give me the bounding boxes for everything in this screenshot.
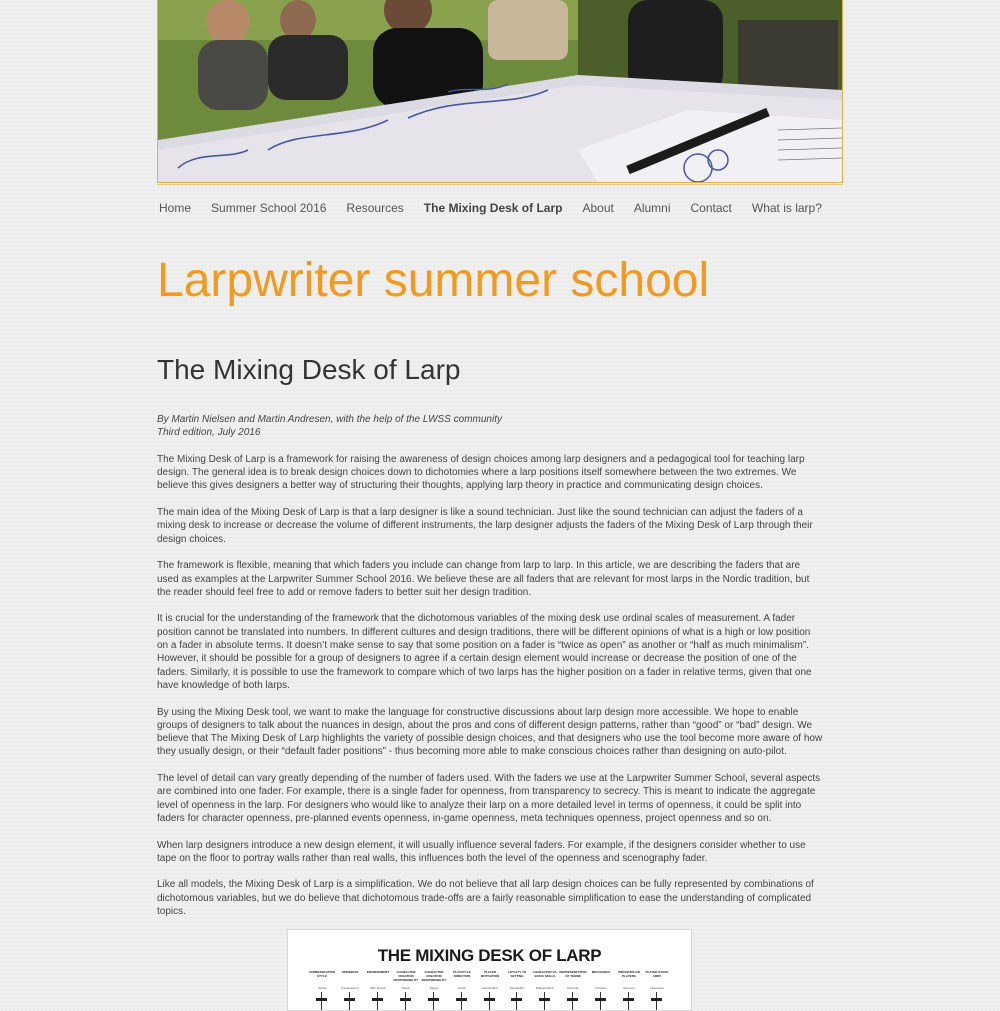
paragraph-6: The level of detail can vary greatly depending of the number of faders used. With the faders we use at the Larpwriter Summer School, several aspects are combined into one fader. For example, there is a single fader for openness, from transparency to secrecy. This is meant to indicate the aggregate level of openness in the larp. For designers who would like to analyze their larp on a more detailed level in terms of openness, it could be split into faders for character openness, pre-planned events openness, in-game openness, meta techniques openness, project openness and so on. (157, 773, 821, 824)
header-photo-graphic (158, 0, 842, 182)
poster-fader-sublabel: Diversity (567, 986, 579, 990)
poster-fader-sublabel: Hesitance (650, 986, 664, 990)
mixing-desk-poster-image[interactable] (287, 929, 692, 1011)
poster-faders (308, 970, 671, 1010)
poster-fader (392, 992, 420, 1011)
nav-item-contact[interactable]: Contact (690, 201, 732, 215)
nav-item-resources[interactable]: Resources (346, 201, 404, 215)
poster-fader-label: OPENNESS (341, 970, 359, 974)
nav-item-home[interactable]: Home (159, 201, 192, 215)
poster-fader (476, 992, 504, 1011)
paragraph-5: By using the Mixing Desk tool, we want to make the language for constructive discussions about larp design more accessible. We hope to enable groups of designers to talk about the nuances in design, about the pros and cons of different design patterns, rather than “good” or “bad” design. We believe that The Mixing Desk of Larp highlights the variety of possible design choices, and that designers who use the tool become more aware of how they usually design, or their “default fader positions” - thus becoming more able to make conscious choices rather than designing on auto-pilot. (157, 706, 823, 758)
poster-fader-sublabel: Transparency (340, 986, 360, 990)
paragraph-8: Like all models, the Mixing Desk of Larp is a simplification. We do not believe that all larp design choices can be fully represented by combinations of dichotomous variables, but we do believe that dichotomous trade-offs are a fairly reasonable simplification to ease the understanding of complicated topics. (157, 879, 814, 917)
byline-authors: By Martin Nielsen and Martin Andresen, with the help of the LWSS community (157, 414, 502, 425)
article-body (157, 413, 823, 932)
poster-fader-column (587, 970, 615, 1011)
paragraph-4: It is crucial for the understanding of the framework that the dichotomous variables of the mixing desk use ordinal scales of measurement. A fader position cannot be translated into numbers. In different cultures and design traditions, there will be different opinions of what is a high or low position on a fader in absolute terms. It doesn’t make sense to say that some position on a fader is “twice as open” as another or “half as much minimalism”. However, it should be possible for a group of designers to agree if a certain design element would increase or decrease the position of one of the faders. Similarly, it is possible to use the framework to compare which of two larps has the higher position on a fader in relative terms, given that one have knowledge of both larps. (157, 613, 812, 691)
poster-fader-label: PLAYER STAGE ARMY (645, 970, 669, 978)
poster-fader-track (489, 992, 490, 1011)
poster-fader-track (433, 992, 434, 1011)
poster-fader-track (349, 992, 350, 1011)
poster-fader-sublabel: Player (429, 986, 439, 990)
poster-fader-column (476, 970, 504, 1011)
poster-fader-track (321, 992, 322, 1011)
paragraph-2: The main idea of the Mixing Desk of Larp is that a larp designer is like a sound technician. Just like the sound technician can adjust the faders of a mixing desk to increase or decrease the volume of different instruments, the larp designer adjusts the faders of the Mixing Desk of Larp through their design choices. (157, 507, 813, 545)
poster-fader-label: CHARACTER CREATION RESPONSIBILITY (421, 970, 447, 982)
poster-fader (503, 992, 531, 1011)
nav-item-summer-school-2016[interactable]: Summer School 2016 (211, 201, 327, 215)
poster-fader-column (531, 970, 559, 1011)
poster-fader-track (572, 992, 573, 1011)
poster-fader-column (364, 970, 392, 1011)
poster-fader-label: CHARACTER VS. BASIC SKILLS (532, 970, 558, 978)
poster-fader (448, 992, 476, 1011)
paragraph-1: The Mixing Desk of Larp is a framework for raising the awareness of design choices among larp designers and a pedagogical tool for teaching larp design. The general idea is to break design choices down to dichotomies where a larp positions itself somewhere between the two extremes. We believe this gives designers a better way of structuring their thoughts, applying larp theory in practice and communicating design choices. (157, 453, 805, 492)
poster-fader-label: PRESSURE ON PLAYERS (618, 970, 640, 978)
poster-fader-label: PLAYER MOTIVATION (480, 970, 500, 978)
poster-fader-sublabel: Inclusive (595, 986, 607, 990)
poster-fader (364, 992, 392, 1011)
poster-fader-sublabel: Differentiation (535, 986, 555, 990)
poster-fader-column (615, 970, 643, 1011)
poster-fader-track (516, 992, 517, 1011)
poster-fader-track (656, 992, 657, 1011)
poster-fader-label: LOYALTY TO SETTING (507, 970, 527, 978)
poster-fader-label: ENVIRONMENT (366, 970, 390, 974)
poster-fader (587, 992, 615, 1011)
poster-fader-label: COMMUNICATION STYLE (309, 970, 335, 978)
poster-fader-sublabel: Player (401, 986, 411, 990)
poster-fader-track (600, 992, 601, 1011)
poster-fader (420, 992, 448, 1011)
poster-fader (615, 992, 643, 1011)
article-byline (157, 413, 823, 440)
poster-fader-column (643, 970, 671, 1011)
poster-fader-column (448, 970, 476, 1011)
nav-item-about[interactable]: About (582, 201, 614, 215)
poster-fader (559, 992, 587, 1011)
poster-fader (308, 992, 336, 1011)
poster-fader-track (628, 992, 629, 1011)
poster-title: THE MIXING DESK OF LARP (377, 946, 602, 965)
site-title[interactable]: Larpwriter summer school (157, 254, 710, 307)
header-divider (157, 184, 843, 185)
poster-fader-sublabel: Absence (623, 986, 635, 990)
poster-fader-label: MECHANICS (591, 970, 611, 974)
poster-fader-column (503, 970, 531, 1011)
poster-fader (643, 992, 671, 1011)
poster-fader-sublabel: Plausibility (509, 986, 525, 990)
poster-fader-track (377, 992, 378, 1011)
poster-fader-track (544, 992, 545, 1011)
poster-fader-sublabel: Active (457, 986, 467, 990)
byline-edition: Third edition, July 2016 (157, 427, 261, 439)
poster-fader-column (559, 970, 587, 1011)
page-title: The Mixing Desk of Larp (157, 354, 461, 385)
poster-fader-track (405, 992, 406, 1011)
poster-fader (336, 992, 364, 1011)
header-photo (157, 0, 843, 183)
poster-fader-label: CHARACTER CREATION RESPONSIBILITY (393, 970, 419, 982)
poster-fader-label: REPRESENTATION OF THEME (559, 970, 587, 978)
poster-fader-column (392, 970, 420, 1011)
nav-item-alumni[interactable]: Alumni (633, 201, 671, 215)
poster-fader-sublabel: 360° illusion (369, 986, 387, 990)
poster-fader-sublabel: Gamification (481, 986, 499, 990)
poster-fader-sublabel: Verbal (317, 986, 327, 990)
paragraph-7: When larp designers introduce a new design element, it will usually influence several faders. For example, if the designers consider whether to use tape on the floor to portray walls rather than real walls, this influences both the level of the openness and scenography fader. (157, 839, 806, 864)
poster-fader-column (336, 970, 364, 1011)
nav-item-what-is-larp[interactable]: What is larp? (751, 201, 822, 215)
poster-fader-column (420, 970, 448, 1011)
nav-item-mixing-desk[interactable]: The Mixing Desk of Larp (423, 201, 563, 215)
poster-fader (531, 992, 559, 1011)
poster-fader-column (308, 970, 336, 1011)
poster-fader-label: PLAYSTYLE DIRECTION (453, 970, 471, 978)
paragraph-3: The framework is flexible, meaning that which faders you include can change from larp to larp. In this article, we are describing the faders that are used as examples at the Larpwriter Summer School 2016. We believe these are all faders that are relevant for most larps in the Nordic tradition, but the reader should feel free to add or remove faders to better suit her design tradition. (157, 560, 810, 598)
main-nav (159, 200, 842, 216)
poster-fader-track (461, 992, 462, 1011)
